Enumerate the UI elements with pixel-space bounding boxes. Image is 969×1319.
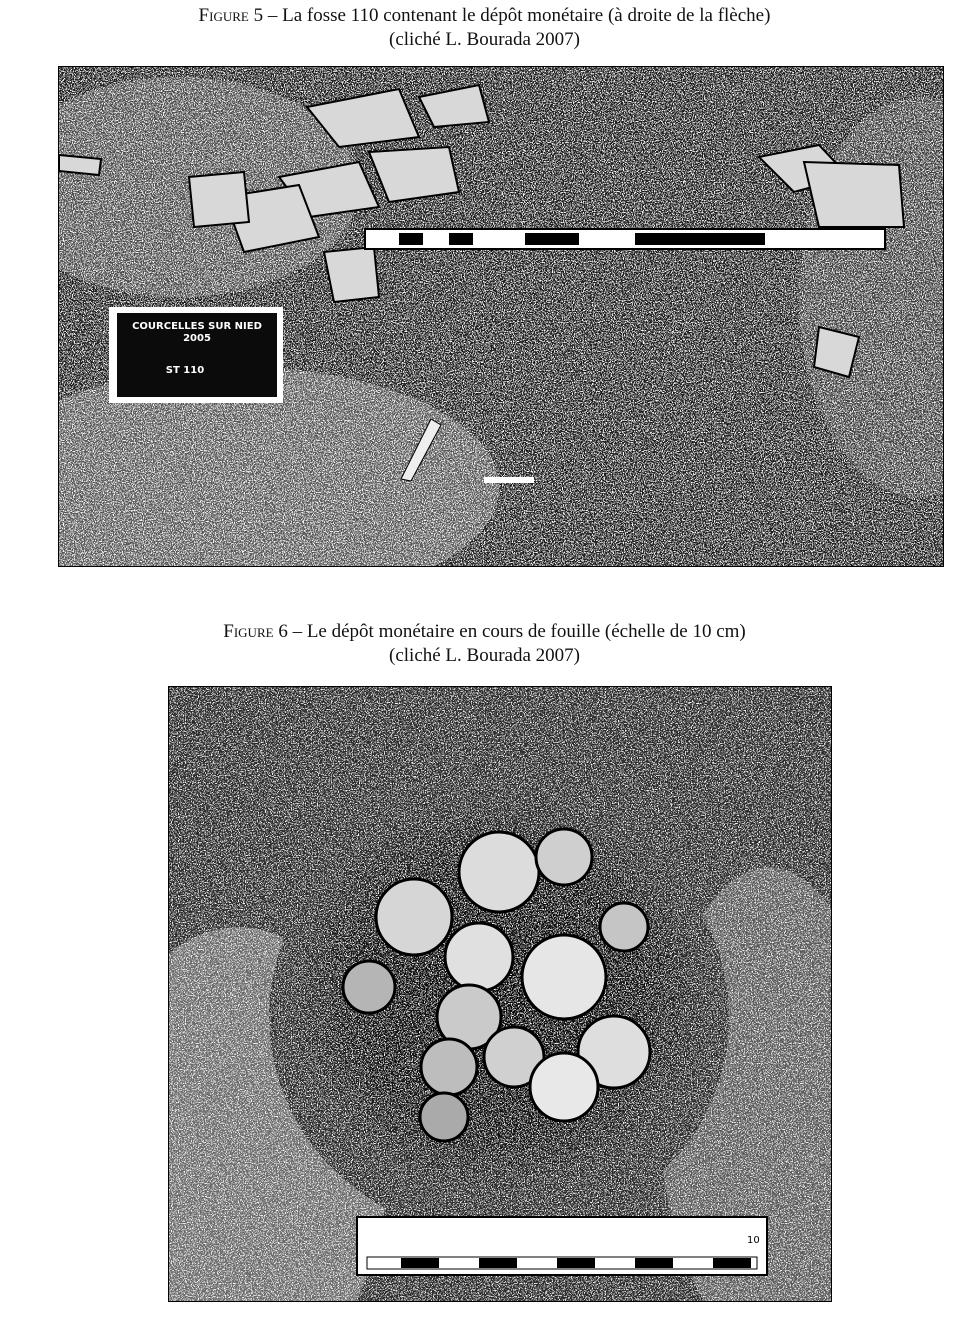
scale-bar [365, 229, 885, 249]
figure-6-title: 6 – Le dépôt monétaire en cours de fouille (échelle de 10 cm) [278, 621, 746, 642]
coin-hoard-image [169, 687, 831, 1301]
sign-line-3: ST 110 [165, 365, 205, 376]
scale-number: 10 [747, 1235, 760, 1246]
figure-5-caption [0, 4, 969, 52]
figure-6-caption-line-1 [0, 620, 969, 644]
sign-line-2: 2005 [183, 333, 211, 344]
figure-6-credit: (cliché L. Bourada 2007) [389, 645, 580, 666]
small-scale-marker [484, 477, 534, 483]
figure-5-caption-line-1 [0, 4, 969, 28]
figure-6-label: Figure [223, 621, 274, 642]
scale-bar [357, 1217, 767, 1275]
figure-6-caption [0, 620, 969, 668]
figure-5-title: 5 – La fosse 110 contenant le dépôt monétaire (à droite de la flèche) [253, 5, 771, 26]
site-sign [109, 307, 283, 403]
figure-5-label: Figure [198, 5, 249, 26]
excavation-pit-image [59, 67, 943, 566]
figure-5-photo [58, 66, 944, 567]
sign-line-1: COURCELLES SUR NIED [132, 321, 262, 332]
figure-6-photo [168, 686, 832, 1302]
figure-5-credit: (cliché L. Bourada 2007) [389, 29, 580, 50]
